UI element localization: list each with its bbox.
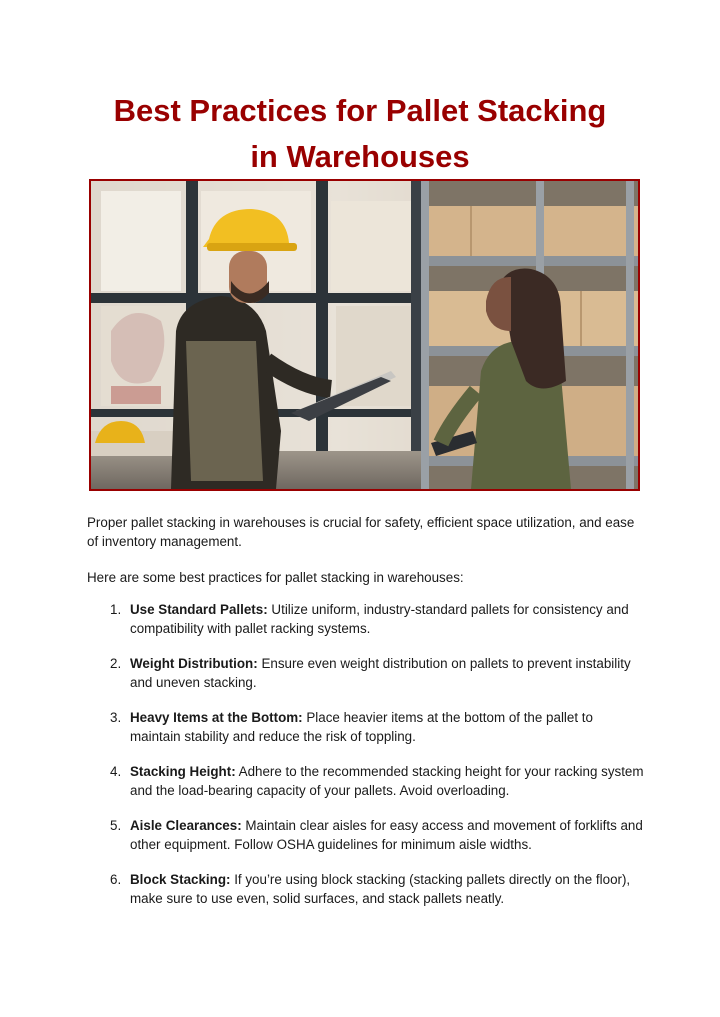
list-item-term: Weight Distribution: — [130, 656, 258, 671]
list-item-term: Block Stacking: — [130, 872, 231, 887]
list-item-number: 6. — [110, 872, 122, 887]
warehouse-photo — [89, 179, 640, 491]
list-item — [87, 762, 647, 800]
list-item-text: Maintain clear aisles for easy access and movement of forklifts and other equipment. Follow OSHA guidelines for minimum aisle widths. — [130, 818, 643, 852]
list-item-text: Utilize uniform, industry-standard pallets for consistency and compatibility with pallet racking systems. — [130, 602, 629, 636]
list-item-text: Place heavier items at the bottom of the pallet to maintain stability and reduce the risk of toppling. — [130, 710, 593, 744]
warehouse-photo-illustration — [91, 181, 638, 489]
list-item-term: Heavy Items at the Bottom: — [130, 710, 303, 725]
list-item-term: Use Standard Pallets: — [130, 602, 268, 617]
list-item-number: 3. — [110, 710, 122, 725]
list-item — [87, 816, 647, 854]
list-item-number: 5. — [110, 818, 122, 833]
list-item — [87, 870, 647, 908]
intro-paragraph: Proper pallet stacking in warehouses is crucial for safety, efficient space utilization, and ease of inventory management. — [87, 515, 635, 549]
list-item-term: Stacking Height: — [130, 764, 236, 779]
title-line-2: in Warehouses — [250, 139, 470, 174]
best-practices-list — [87, 600, 647, 924]
page-title — [60, 88, 660, 180]
list-item — [87, 708, 647, 746]
list-item-term: Aisle Clearances: — [130, 818, 242, 833]
list-item-text: If you’re using block stacking (stacking pallets directly on the floor), make sure to use even, solid surfaces, and stack pallets neatly. — [130, 872, 631, 906]
list-item — [87, 600, 647, 638]
list-item-number: 1. — [110, 602, 122, 617]
list-item-number: 4. — [110, 764, 122, 779]
list-item-text: Ensure even weight distribution on pallets to prevent instability and uneven stacking. — [130, 656, 631, 690]
list-lead-paragraph: Here are some best practices for pallet stacking in warehouses: — [87, 570, 464, 585]
list-item — [87, 654, 647, 692]
list-item-text: Adhere to the recommended stacking height for your racking system and the load-bearing capacity of your pallets. Avoid overloading. — [130, 764, 644, 798]
list-item-number: 2. — [110, 656, 122, 671]
title-line-1: Best Practices for Pallet Stacking — [113, 93, 607, 128]
